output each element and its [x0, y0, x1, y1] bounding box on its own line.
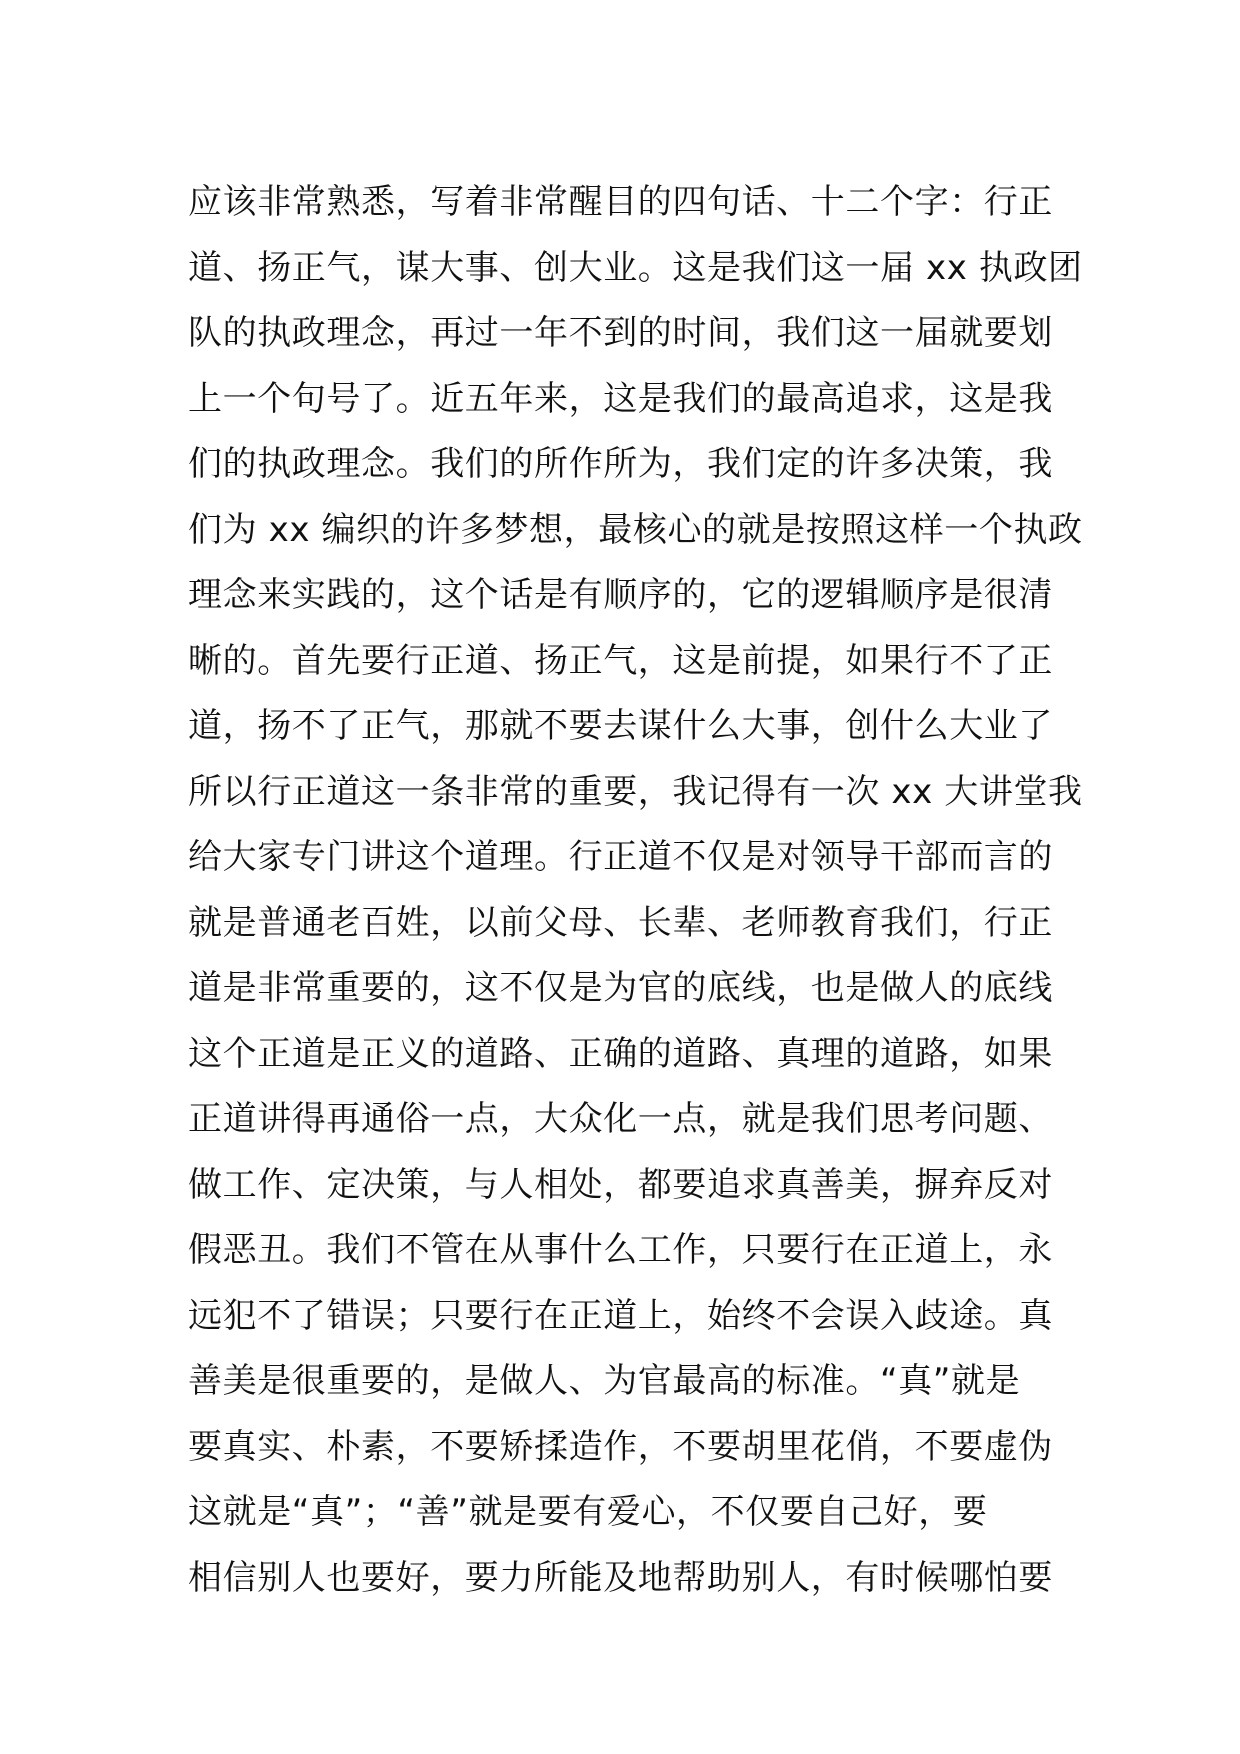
text-line: 这个正道是正义的道路、正确的道路、真理的道路，如果	[188, 1033, 1053, 1074]
text-line: 晰的。首先要行正道、扬正气，这是前提，如果行不了正	[188, 640, 1053, 681]
text-line: 要真实、朴素，不要矫揉造作，不要胡里花俏，不要虚伪	[188, 1426, 1053, 1467]
body-text	[188, 170, 1083, 1611]
text-line: 们为 xx 编织的许多梦想，最核心的就是按照这样一个执政	[188, 509, 1083, 550]
text-line: 所以行正道这一条非常的重要，我记得有一次 xx 大讲堂我	[188, 771, 1083, 812]
text-line: 道、扬正气，谋大事、创大业。这是我们这一届 xx 执政团	[188, 247, 1083, 288]
text-line: 理念来实践的，这个话是有顺序的，它的逻辑顺序是很清	[188, 575, 1053, 615]
text-line: 远犯不了错误；只要行在正道上，始终不会误入歧途。真	[188, 1295, 1053, 1336]
text-line: 上一个句号了。近五年来，这是我们的最高追求，这是我	[188, 378, 1053, 419]
text-line: 做工作、定决策，与人相处，都要追求真善美，摒弃反对	[188, 1164, 1053, 1205]
text-line: 给大家专门讲这个道理。行正道不仅是对领导干部而言的	[188, 837, 1053, 877]
text-line: 这就是“真”；“善”就是要有爱心，不仅要自己好，要	[188, 1492, 988, 1532]
text-line: 相信别人也要好，要力所能及地帮助别人，有时候哪怕要	[188, 1557, 1053, 1598]
text-line: 假恶丑。我们不管在从事什么工作，只要行在正道上，永	[188, 1230, 1053, 1270]
text-line: 正道讲得再通俗一点，大众化一点，就是我们思考问题、	[188, 1099, 1053, 1139]
text-line: 就是普通老百姓，以前父母、长辈、老师教育我们，行正	[188, 902, 1053, 943]
text-line: 队的执政理念，再过一年不到的时间，我们这一届就要划	[188, 313, 1053, 353]
text-line: 应该非常熟悉，写着非常醒目的四句话、十二个字：行正	[188, 182, 1053, 222]
text-line: 道，扬不了正气，那就不要去谋什么大事，创什么大业了	[188, 706, 1053, 746]
text-line: 善美是很重要的，是做人、为官最高的标准。“真”就是	[188, 1361, 1021, 1401]
text-line: 道是非常重要的，这不仅是为官的底线，也是做人的底线	[188, 968, 1053, 1008]
text-line: 们的执政理念。我们的所作所为，我们定的许多决策，我	[188, 444, 1053, 484]
